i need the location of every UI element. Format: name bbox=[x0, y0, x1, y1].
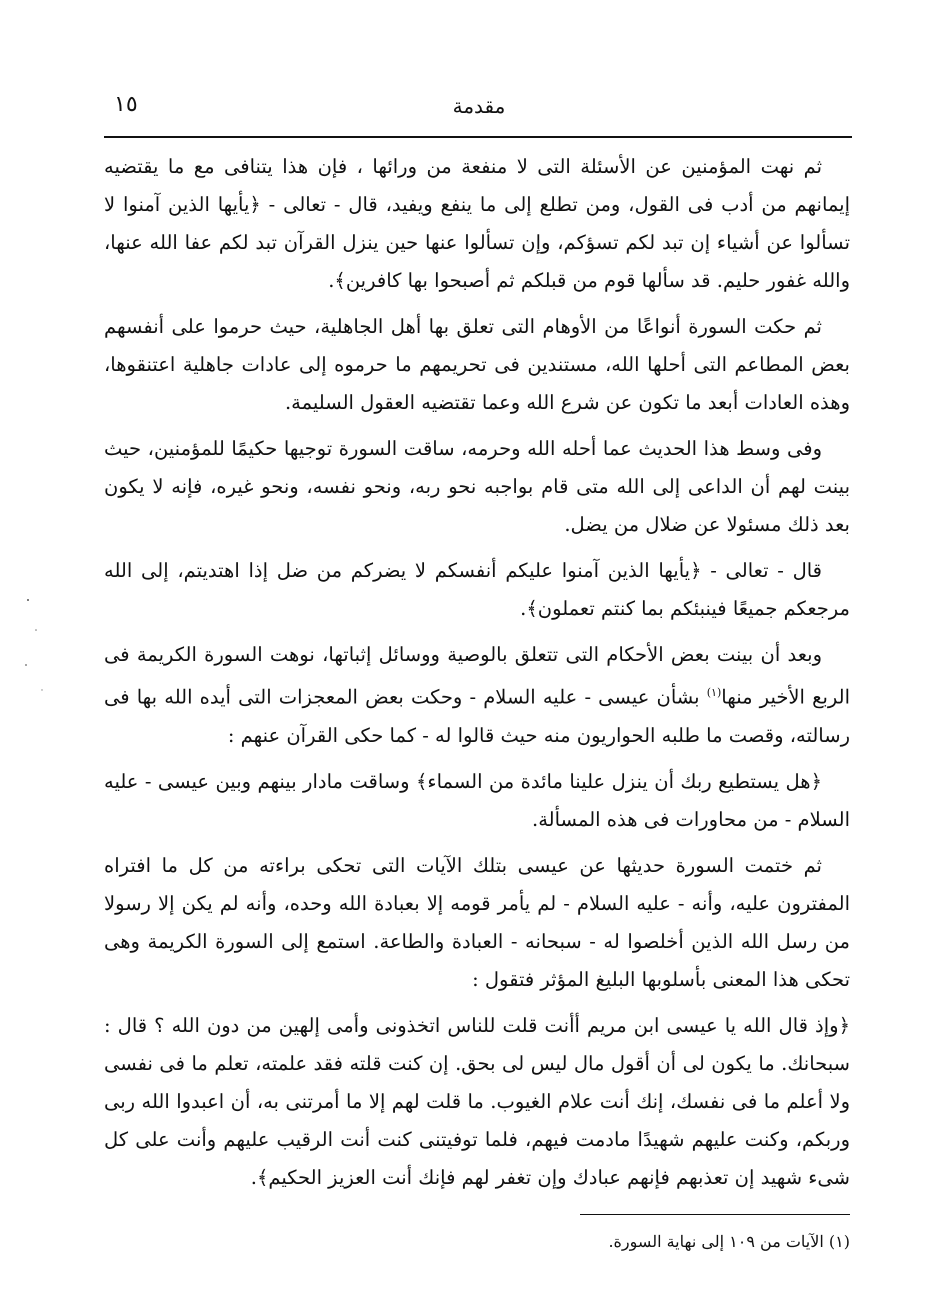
running-head: مقدمة bbox=[452, 94, 506, 118]
page-header bbox=[108, 92, 850, 122]
footnote-rule bbox=[580, 1214, 850, 1215]
body-text bbox=[104, 148, 850, 1205]
paragraph-7: ثم ختمت السورة حديثها عن عيسى بتلك الآيات التى تحكى براءته من كل ما افتراه المفترون عليه، وأنه - عليه السلام - لم يأمر قومه إلا بعبادة الله وحده، وأنه لم يكن إلا رسولا من رسل الله الذين أخلصوا له - سبحانه - العبادة والطاعة. استمع إلى السورة الكريمة وهى تحكى هذا المعنى بأسلوبها البليغ المؤثر فتقول : bbox=[104, 853, 850, 991]
paragraph-5 bbox=[104, 636, 850, 755]
paragraph-5-text-a: وبعد أن بينت بعض الأحكام التى تتعلق بالوصية ووسائل إثباتها، نوهت السورة الكريمة فى الربع الأخير منها bbox=[104, 643, 850, 709]
paragraph-5-text-b: بشأن عيسى - عليه السلام - وحكت بعض المعجزات التى أيده الله بها فى رسالته، وقصت ما طلبه الحواريون منه حيث قالوا له - كما حكى القرآن عنهم : bbox=[104, 685, 850, 747]
footnote-marker: (١) bbox=[706, 686, 722, 699]
footnote: (١) الآيات من ١٠٩ إلى نهاية السورة. bbox=[608, 1232, 850, 1251]
paragraph-2: ثم حكت السورة أنواعًا من الأوهام التى تعلق بها أهل الجاهلية، حيث حرموا على أنفسهم بعض المطاعم التى أحلها الله، مستندين فى تحريمهم ما حرموه إلى عادات جاهلية اعتنقوها، وهذه العادات أبعد ما تكون عن شرع الله وعما تقتضيه العقول السليمة. bbox=[104, 315, 850, 414]
paragraph-8-quote: ﴿وإذ قال الله يا عيسى ابن مريم أأنت قلت للناس اتخذونى وأمى إلهين من دون الله ؟ قال : سبحانك. ما يكون لى أن أقول مال ليس لى بحق. إن كنت قلته فقد علمته، تعلم ما فى نفسى ولا أعلم ما فى نفسك، إنك أنت علام الغيوب. ما قلت لهم إلا ما أمرتنى به، أن اعبدوا الله ربى وربكم، وكنت عليهم شهيدًا مادمت فيهم، فلما توفيتنى كنت أنت الرقيب عليهم وأنت على كل شىء شهيد إن تعذبهم فإنهم عبادك وإن تغفر لهم فإنك أنت العزيز الحكيم﴾. bbox=[104, 1013, 850, 1189]
scan-specks bbox=[22, 590, 62, 710]
paragraph-6: ﴿هل يستطيع ربك أن ينزل علينا مائدة من السماء﴾ وساقت مادار بينهم وبين عيسى - عليه السلام - من محاورات فى هذه المسألة. bbox=[104, 769, 850, 831]
header-rule bbox=[104, 136, 852, 138]
page-number: ١٥ bbox=[114, 92, 138, 117]
paragraph-1: ثم نهت المؤمنين عن الأسئلة التى لا منفعة من ورائها ، فإن هذا يتنافى مع ما يقتضيه إيمانهم من أدب فى القول، ومن تطلع إلى ما ينفع ويفيد، قال - تعالى - ﴿يأيها الذين آمنوا لا تسألوا عن أشياء إن تبد لكم تسؤكم، وإن تسألوا عنها حين ينزل القرآن تبد لكم عفا الله عنها، والله غفور حليم. قد سألها قوم من قبلكم ثم أصبحوا بها كافرين﴾. bbox=[104, 155, 850, 292]
paragraph-4: قال - تعالى - ﴿يأيها الذين آمنوا عليكم أنفسكم لا يضركم من ضل إذا اهتديتم، إلى الله مرجعكم جميعًا فينبئكم بما كنتم تعملون﴾. bbox=[104, 559, 850, 620]
paragraph-3: وفى وسط هذا الحديث عما أحله الله وحرمه، ساقت السورة توجيها حكيمًا للمؤمنين، حيث بينت لهم أن الداعى إلى الله متى قام بواجبه نحو ربه، ونحو نفسه، ونحو غيره، فإنه لا يكون بعد ذلك مسئولا عن ضلال من يضل. bbox=[104, 437, 850, 536]
